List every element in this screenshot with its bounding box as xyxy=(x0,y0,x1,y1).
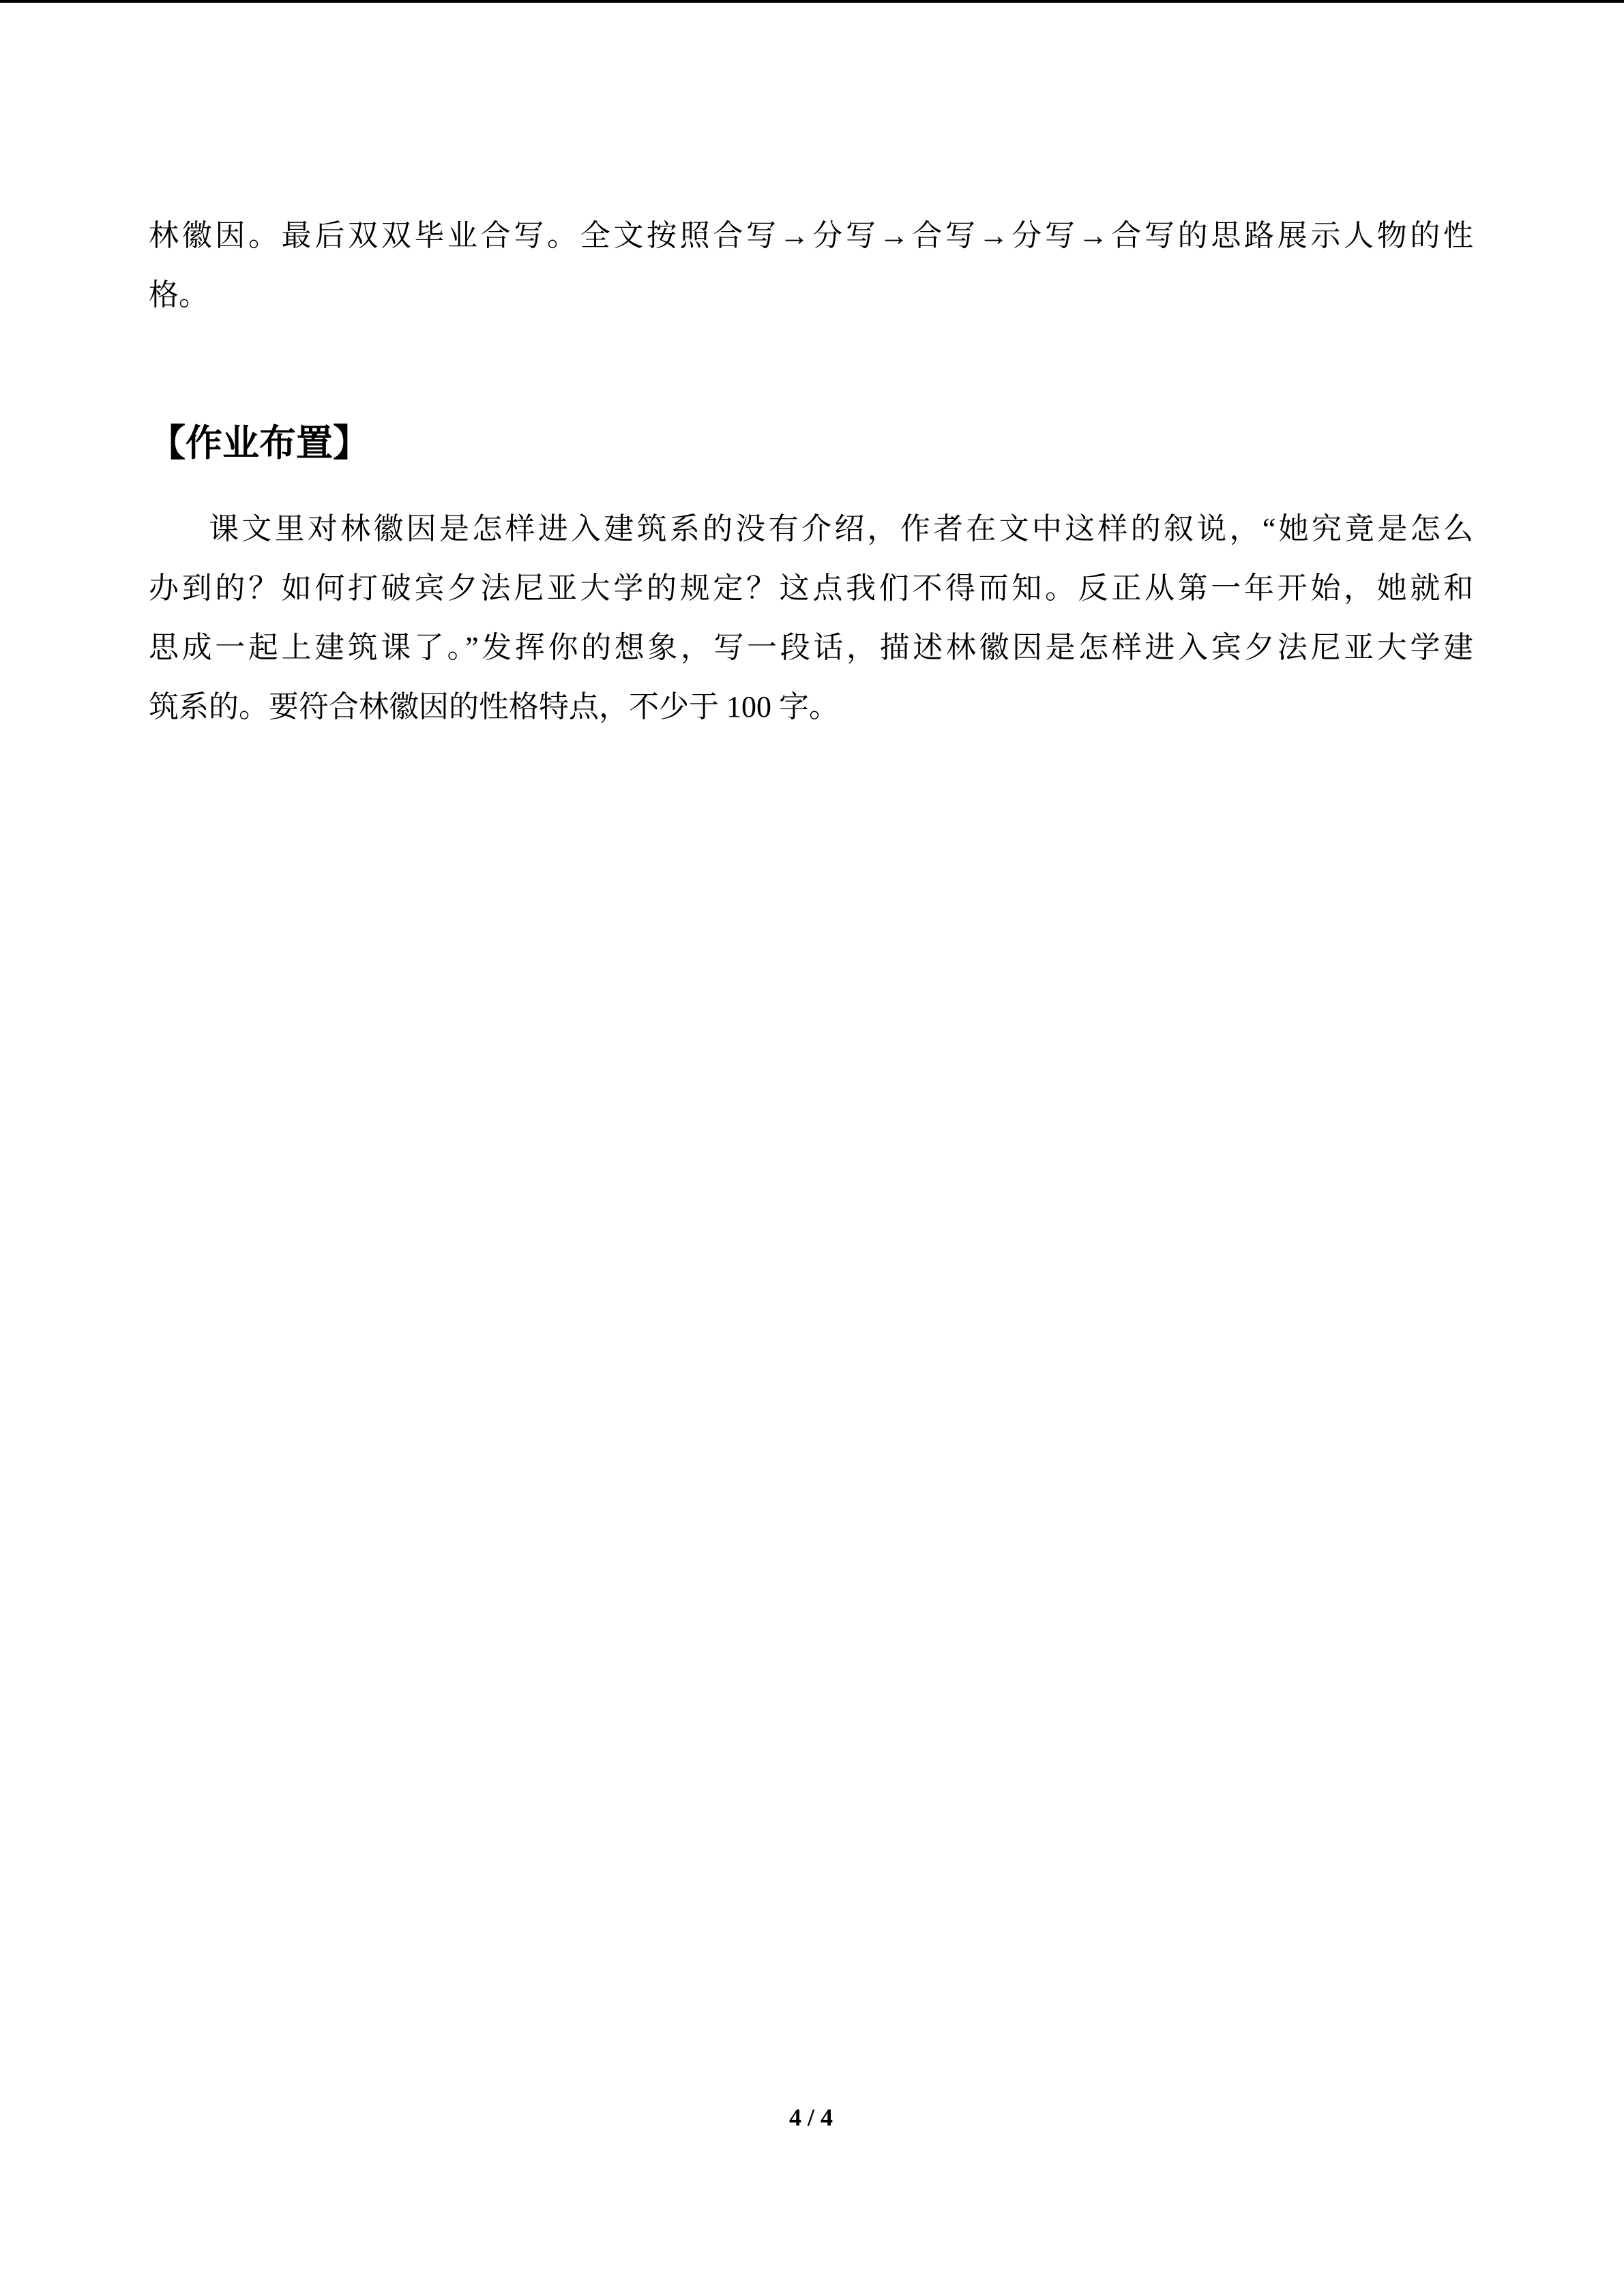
text-line: 林徽因。最后双双毕业合写。全文按照合写→分写→合写→分写→合写的思路展示人物的性 xyxy=(149,219,1473,252)
text-line: 办到的？如何打破宾夕法尼亚大学的规定？这点我们不得而知。反正从第一年开始，她就和 xyxy=(149,571,1473,605)
paragraph-assignment xyxy=(149,499,1473,736)
page-number: 4 / 4 xyxy=(788,2104,833,2131)
paragraph-summary xyxy=(149,206,1473,325)
text-line: 课文里对林徽因是怎样进入建筑系的没有介绍，作者在文中这样的叙说，“她究竟是怎么 xyxy=(209,512,1473,546)
text-line: 思成一起上建筑课了。”发挥你的想象，写一段话，描述林徽因是怎样进入宾夕法尼亚大学建 xyxy=(149,631,1473,664)
text-line: 格。 xyxy=(149,278,209,312)
text-line: 筑系的。要符合林徽因的性格特点，不少于 100 字。 xyxy=(149,690,839,724)
page-footer xyxy=(149,2104,1473,2131)
section-heading-homework: 【作业布置】 xyxy=(149,423,370,464)
document-content xyxy=(149,0,1473,736)
